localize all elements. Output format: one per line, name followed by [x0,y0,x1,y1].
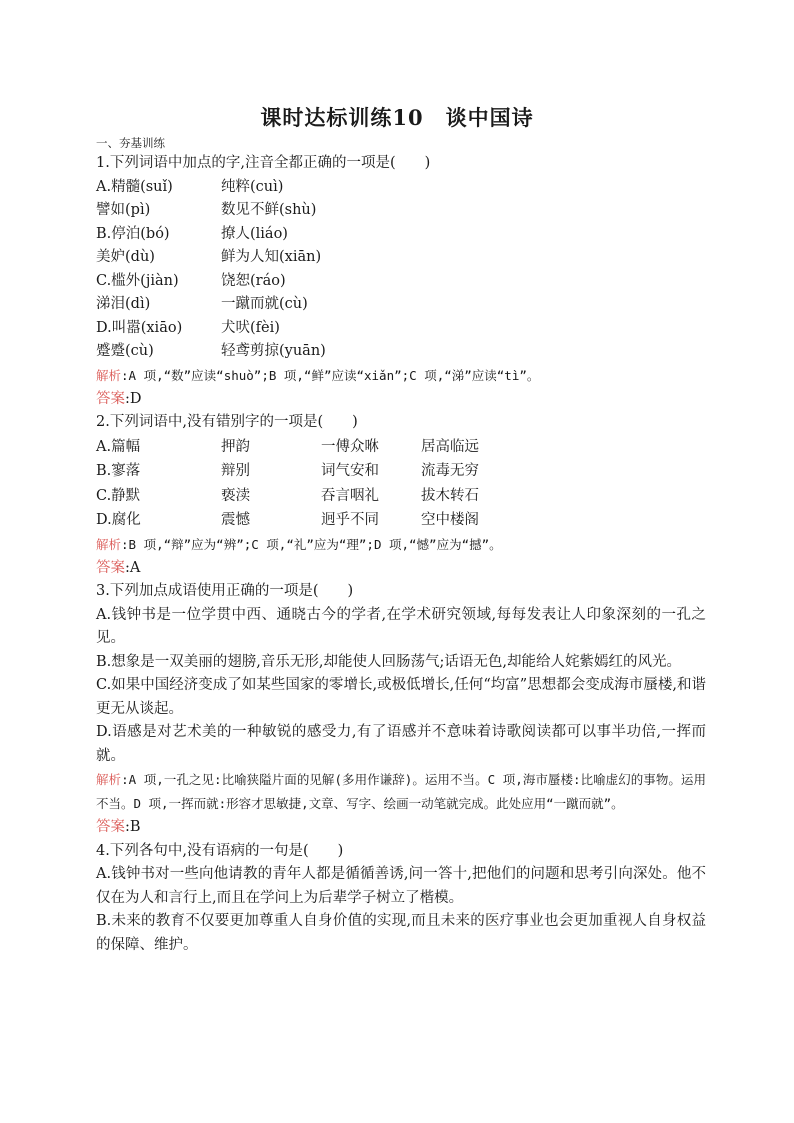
q2-option-cell: B.寥落 [96,463,141,479]
q2-option-cell: 流毒无穷 [421,463,479,479]
q2-option-cell: 亵渎 [221,487,250,504]
q2-answer [96,557,706,581]
answer-text: :B [125,819,141,835]
explanation-label: 解析 [96,772,122,787]
q1-option-cell: B.停泊(bó) [96,225,170,242]
q1-option-cell: 纯粹(cuì) [221,178,284,195]
q1-option-cell: 譬如(pì) [96,202,151,218]
q2-option-cell: 居高临远 [421,438,479,455]
q3-explanation [96,768,706,816]
answer-label: 答案 [96,819,125,835]
explanation-text: :A 项,“数”应读“shuò”;B 项,“鲜”应读“xiǎn”;C 项,“涕”应读“tì”。 [121,367,540,383]
q1-options [96,176,706,364]
q2-option-cell: 拔木转石 [421,487,479,504]
q2-option-cell: 震憾 [221,512,250,528]
q1-option-cell: C.槛外(jiàn) [96,272,179,289]
q3-option-d: D.语感是对艺术美的一种敏锐的感受力,有了语感并不意味着诗歌阅读都可以事半功倍,一挥而就。 [96,724,706,764]
q1-option-cell: 犬吠(fèi) [221,319,280,336]
q4-stem: 4.下列各句中,没有语病的一句是( ) [96,842,344,859]
explanation-text: :A 项,一孔之见:比喻狭隘片面的见解(多用作谦辞)。运用不当。C 项,海市蜃楼:比喻虚幻的事物。运用不当。D 项,一挥而就:形容才思敏捷,文章、写字、绘画一动笔就完成。此处应用“一蹴而就”。 [96,772,706,811]
q2-option-cell: 一傅众咻 [321,438,379,455]
explanation-text: :B 项,“辩”应为“辨”;C 项,“礼”应为“理”;D 项,“憾”应为“撼”。 [121,536,502,552]
q2-option-cell: A.篇幅 [96,438,141,455]
q1-answer [96,388,706,412]
answer-label: 答案 [96,390,125,407]
page-title: 课时达标训练10 谈中国诗 [260,105,534,130]
q4-option-b: B.未来的教育不仅要更加尊重人自身价值的实现,而且未来的医疗事业也会更加重视人自身权益的保障、维护。 [96,913,706,953]
q3-answer [96,816,706,840]
q1-option-cell: 数见不鲜(shù) [221,202,317,218]
q1-option-cell: 鲜为人知(xiān) [221,249,322,265]
q4-option-a: A.钱钟书对一些向他请教的青年人都是循循善诱,问一答十,把他们的问题和思考引向深处。他不仅在为人和言行上,而且在学问上为后辈学子树立了楷模。 [96,866,706,906]
q1-option-cell: 蹙蹙(cù) [96,343,154,359]
q1-stem: 1.下列词语中加点的字,注音全都正确的一项是( ) [96,155,431,171]
q3-option-b: B.想象是一双美丽的翅膀,音乐无形,却能使人回肠荡气;话语无色,却能给人姹紫嫣红的风光。 [96,653,681,670]
explanation-label: 解析 [96,536,122,552]
q1-option-cell: 撩人(liáo) [221,225,288,242]
q1-option-cell: 美妒(dù) [96,249,155,265]
answer-text: :A [125,559,141,576]
explanation-label: 解析 [96,367,122,383]
q1-option-cell: A.精髓(suǐ) [96,178,173,195]
answer-text: :D [125,390,142,407]
q3-option-c: C.如果中国经济变成了如某些国家的零增长,或极低增长,任何“均富”思想都会变成海市蜃楼,和谐更无从谈起。 [96,677,706,717]
q2-stem: 2.下列词语中,没有错别字的一项是( ) [96,414,358,430]
q2-option-cell: D.腐化 [96,512,141,528]
q2-explanation [96,533,706,557]
q1-option-cell: D.叫嚣(xiāo) [96,319,183,336]
q1-option-cell: 涕泪(dì) [96,296,151,312]
q2-option-cell: 辩别 [221,463,250,479]
section-heading: 一、夯基训练 [96,136,165,150]
q2-option-cell: 押韵 [221,438,250,455]
q3-stem: 3.下列加点成语使用正确的一项是( ) [96,583,354,599]
answer-label: 答案 [96,559,125,576]
q2-option-cell: 吞言咽礼 [321,487,379,504]
q2-options [96,435,706,533]
q1-option-cell: 一蹴而就(cù) [221,296,308,312]
q1-option-cell: 饶恕(ráo) [221,272,286,289]
q2-option-cell: 迥乎不同 [321,512,379,528]
q3-option-a: A.钱钟书是一位学贯中西、通晓古今的学者,在学术研究领域,每每发表让人印象深刻的一孔之见。 [96,606,706,646]
q2-option-cell: 空中楼阁 [421,512,479,528]
q2-option-cell: 词气安和 [321,463,379,479]
q1-option-cell: 轻鸢剪掠(yuān) [221,343,326,359]
content [96,134,706,957]
q1-explanation [96,364,706,388]
q2-option-cell: C.静默 [96,487,141,504]
